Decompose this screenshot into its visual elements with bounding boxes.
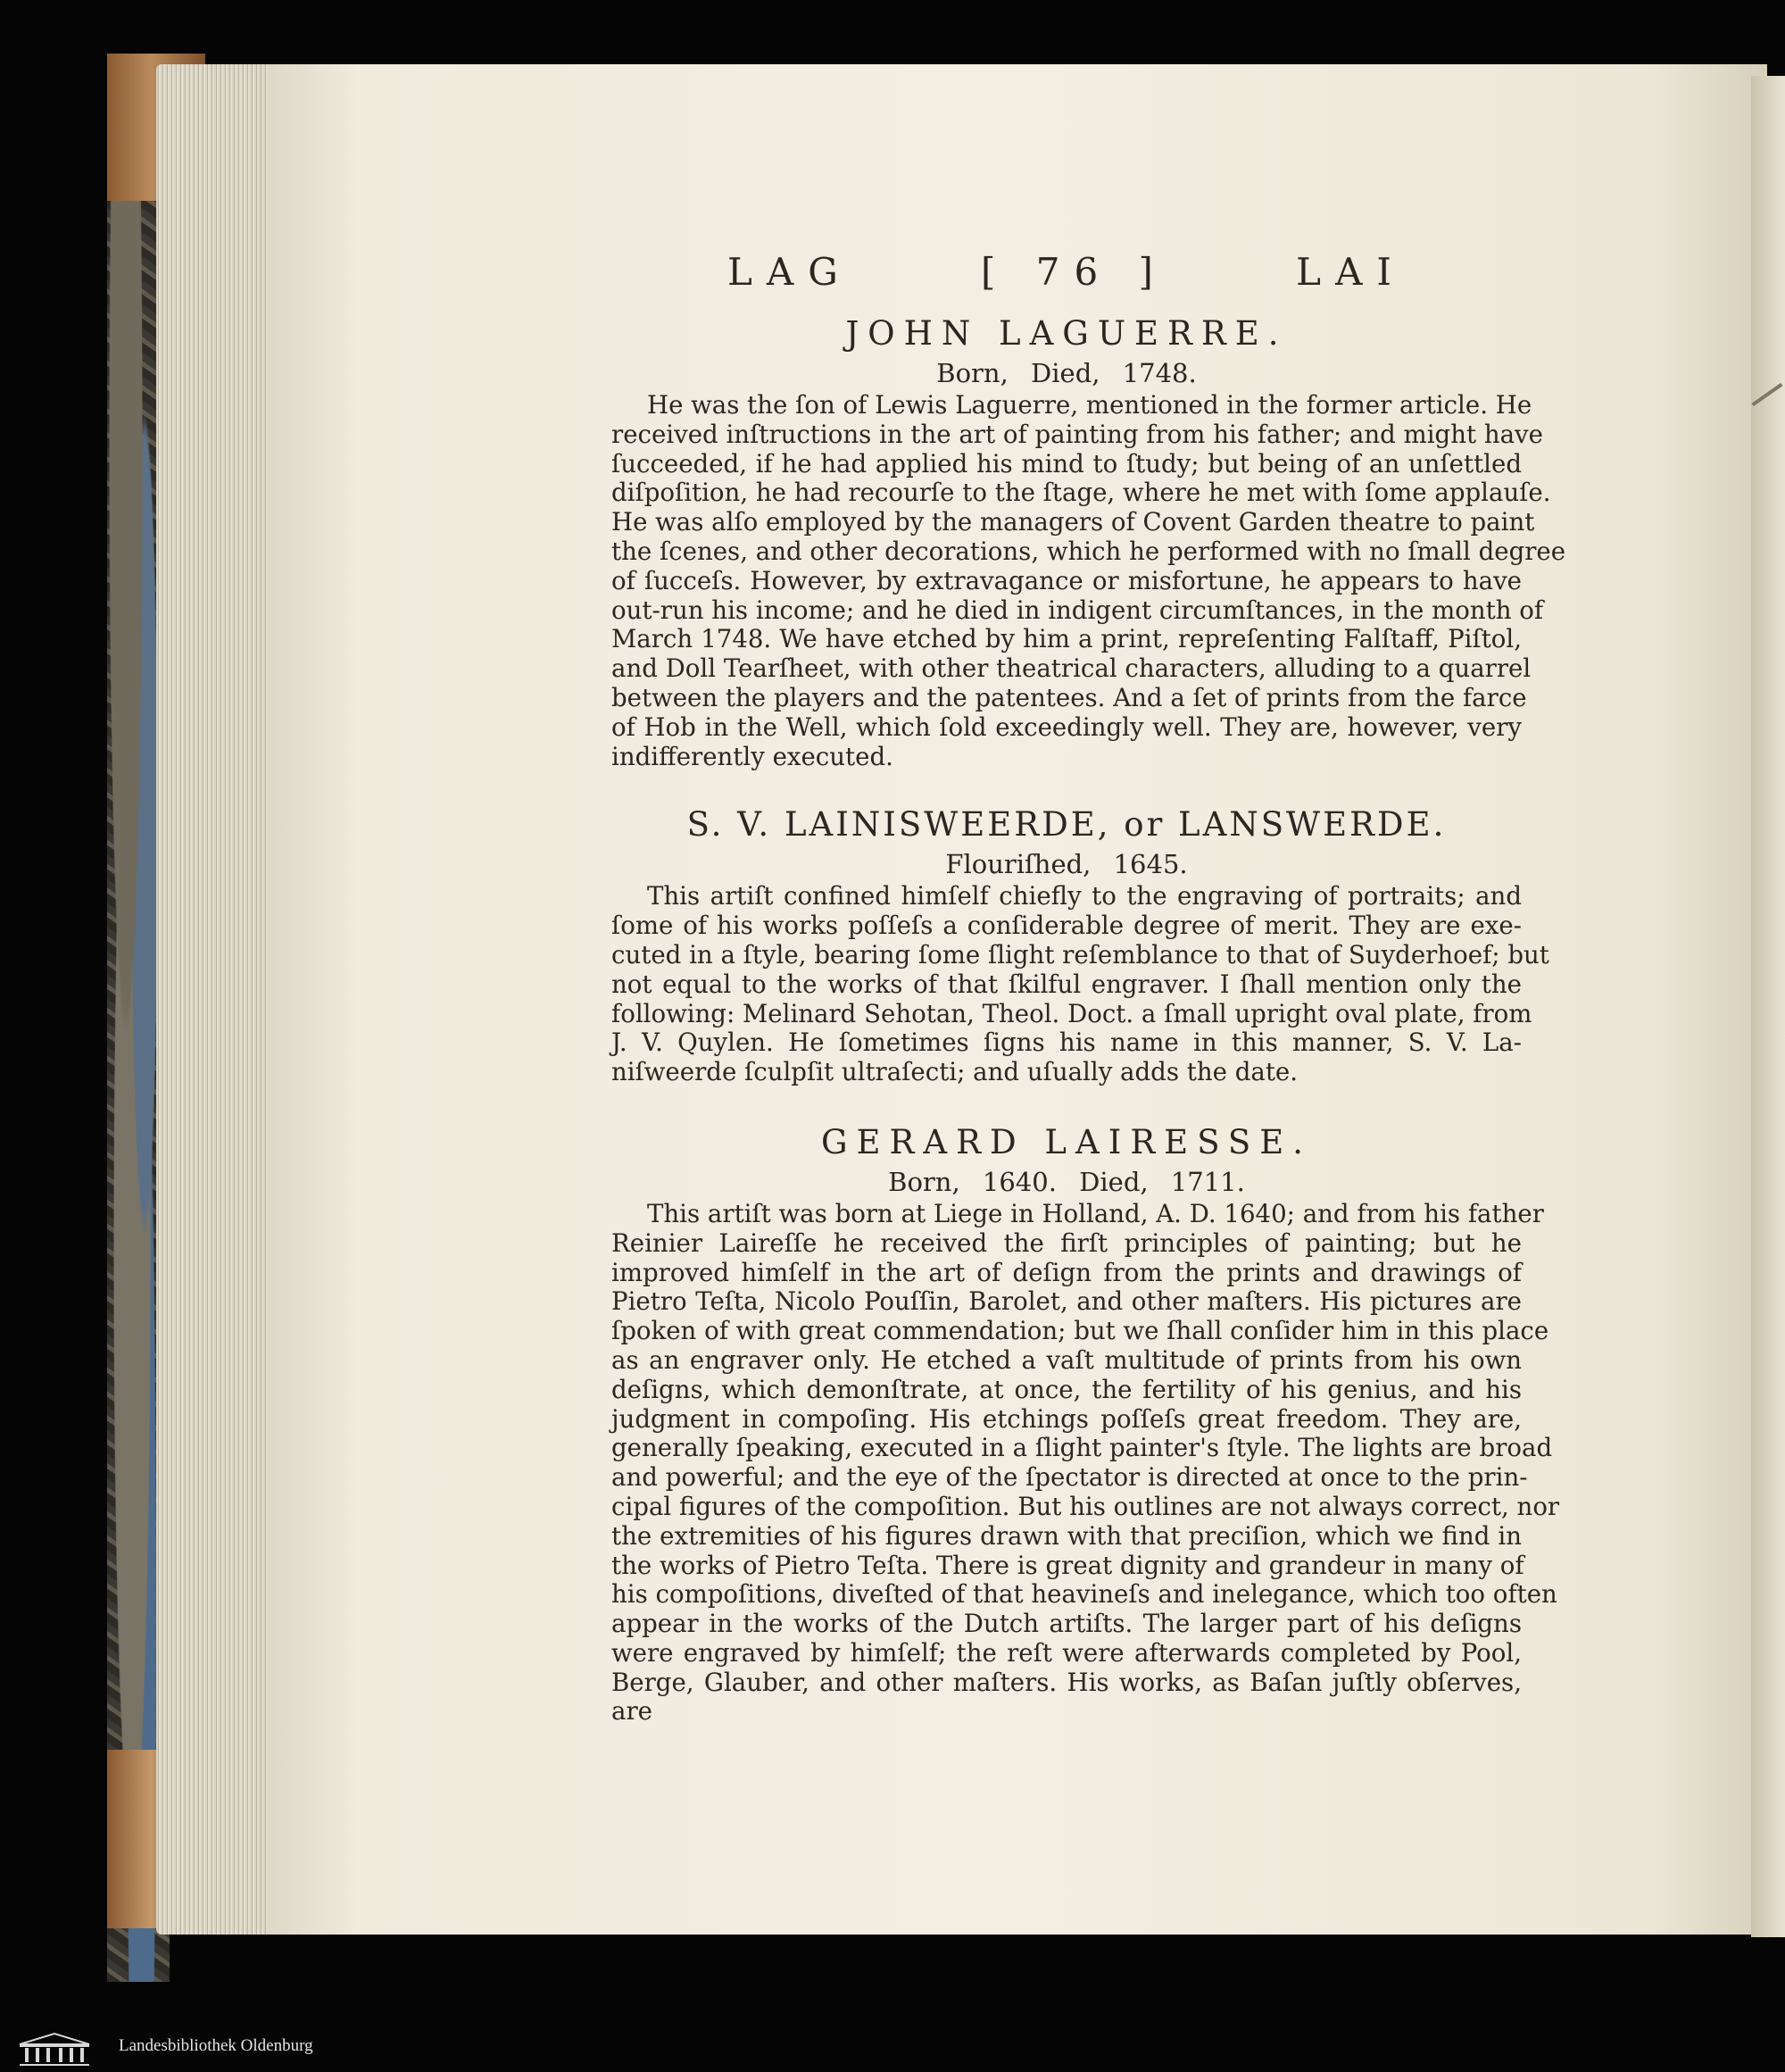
text-line: J. V. Quylen. He ſometimes ſigns his name in this manner, S. V. La-	[611, 1028, 1522, 1058]
text-line: March 1748. We have etched by him a print, repreſenting Falſtaff, Piſtol,	[611, 624, 1522, 654]
text-line: indifferently executed.	[611, 741, 893, 771]
running-head-right: LAI	[1296, 250, 1406, 294]
text-line: as an engraver only. He etched a vaſt multitude of prints from his own	[611, 1344, 1522, 1375]
text-line: This artiſt was born at Liege in Holland, A. D. 1640; and from his father	[647, 1198, 1544, 1228]
page-number: [ 76 ]	[981, 250, 1167, 294]
text-line: deſigns, which demonſtrate, at once, the fertility of his genius, and his	[611, 1374, 1522, 1404]
text-line: He was alſo employed by the managers of Covent Garden theatre to paint	[611, 507, 1535, 537]
article-title: JOHN LAGUERRE.	[845, 314, 1288, 353]
running-head	[727, 250, 1406, 312]
text-line: ſucceeded, if he had applied his mind to ſtudy; but being of an unſettled	[611, 448, 1522, 478]
text-line: and powerful; and the eye of the ſpectator is directed at once to the prin-	[611, 1462, 1528, 1493]
text-line: his compoſitions, diveſted of that heavineſs and inelegance, which too often	[611, 1579, 1557, 1610]
text-line: of ſucceſs. However, by extravagance or misfortune, he appears to have	[611, 565, 1522, 595]
text-line: Berge, Glauber, and other maſters. His works, as Baſan juſtly obſerves,	[611, 1667, 1522, 1697]
running-head-left: LAG	[727, 250, 852, 294]
text-line: appear in the works of the Dutch artiſts. The larger part of his deſigns	[611, 1609, 1522, 1639]
text-line: Pietro Teſta, Nicolo Pouſſin, Barolet, and other maſters. His pictures are	[611, 1286, 1522, 1317]
text-line: of Hob in the Well, which ſold exceedingly well. They are, however, very	[611, 711, 1522, 742]
library-name: Landesbibliothek Oldenburg	[119, 2036, 313, 2055]
text-line: diſpoſition, he had recourſe to the ſtage, where he met with ſome applauſe.	[611, 478, 1551, 508]
text-column	[611, 250, 1566, 1727]
article-title: GERARD LAIRESSE.	[820, 1122, 1313, 1161]
text-line: the extremities of his figures drawn with that preciſion, which we find in	[611, 1520, 1522, 1551]
text-line: not equal to the works of that ſkilful engraver. I ſhall mention only the	[611, 969, 1522, 999]
text-line: following: Melinard Sehotan, Theol. Doct. a ſmall upright oval plate, from	[611, 998, 1532, 1028]
facing-page-edge	[1751, 76, 1785, 1937]
article-body	[611, 390, 1566, 771]
text-line: This artiſt confined himſelf chiefly to the engraving of portraits; and	[647, 881, 1522, 911]
article-dates: Born, 1640. Died, 1711.	[888, 1166, 1245, 1197]
text-line: ſome of his works poſſeſs a conſiderable degree of merit. They are exe-	[611, 911, 1522, 941]
article-dates: Born, Died, 1748.	[936, 358, 1197, 388]
page-edges	[156, 64, 281, 1935]
text-line: niſweerde ſculpſit ultraſecti; and uſually adds the date.	[611, 1057, 1299, 1087]
library-building-icon	[18, 2032, 91, 2068]
text-line: generally ſpeaking, executed in a ſlight painter's ſtyle. The lights are broad	[611, 1433, 1553, 1463]
text-line: out-run his income; and he died in indigent circumſtances, in the month of	[611, 595, 1544, 625]
text-line: Reinier Laireſſe he received the firſt principles of painting; but he	[611, 1227, 1522, 1258]
text-line: between the players and the patentees. And a ſet of prints from the farce	[611, 682, 1527, 712]
catchword: are	[611, 1696, 652, 1727]
text-line: the works of Pietro Teſta. There is great dignity and grandeur in many of	[611, 1550, 1524, 1580]
text-line: judgment in compoſing. His etchings poſſeſs great freedom. They are,	[611, 1403, 1522, 1434]
text-line: He was the ſon of Lewis Laguerre, mentioned in the former article. He	[647, 390, 1532, 420]
text-line: cuted in a ſtyle, bearing ſome ſlight reſemblance to that of Suyderhoef; but	[611, 939, 1549, 969]
text-line: and Doll Tearſheet, with other theatrical characters, alluding to a quarrel	[611, 653, 1532, 684]
article-dates: Flouriſhed, 1645.	[945, 849, 1188, 880]
article-body	[611, 881, 1549, 1087]
text-line: improved himſelf in the art of deſign from the prints and drawings of	[611, 1257, 1522, 1287]
text-line: ſpoken of with great commendation; but we ſhall conſider him in this place	[611, 1316, 1549, 1346]
text-line: cipal figures of the compoſition. But his outlines are not always correct, nor	[611, 1491, 1560, 1521]
text-line: were engraved by himſelf; the reſt were afterwards completed by Pool,	[611, 1637, 1522, 1668]
text-line: the ſcenes, and other decorations, which he performed with no ſmall degree	[611, 536, 1566, 566]
article-body	[611, 1198, 1560, 1727]
text-line: received inſtructions in the art of painting from his father; and might have	[611, 419, 1543, 449]
article-title: S. V. LAINISWEERDE, or LANSWERDE.	[686, 805, 1447, 845]
